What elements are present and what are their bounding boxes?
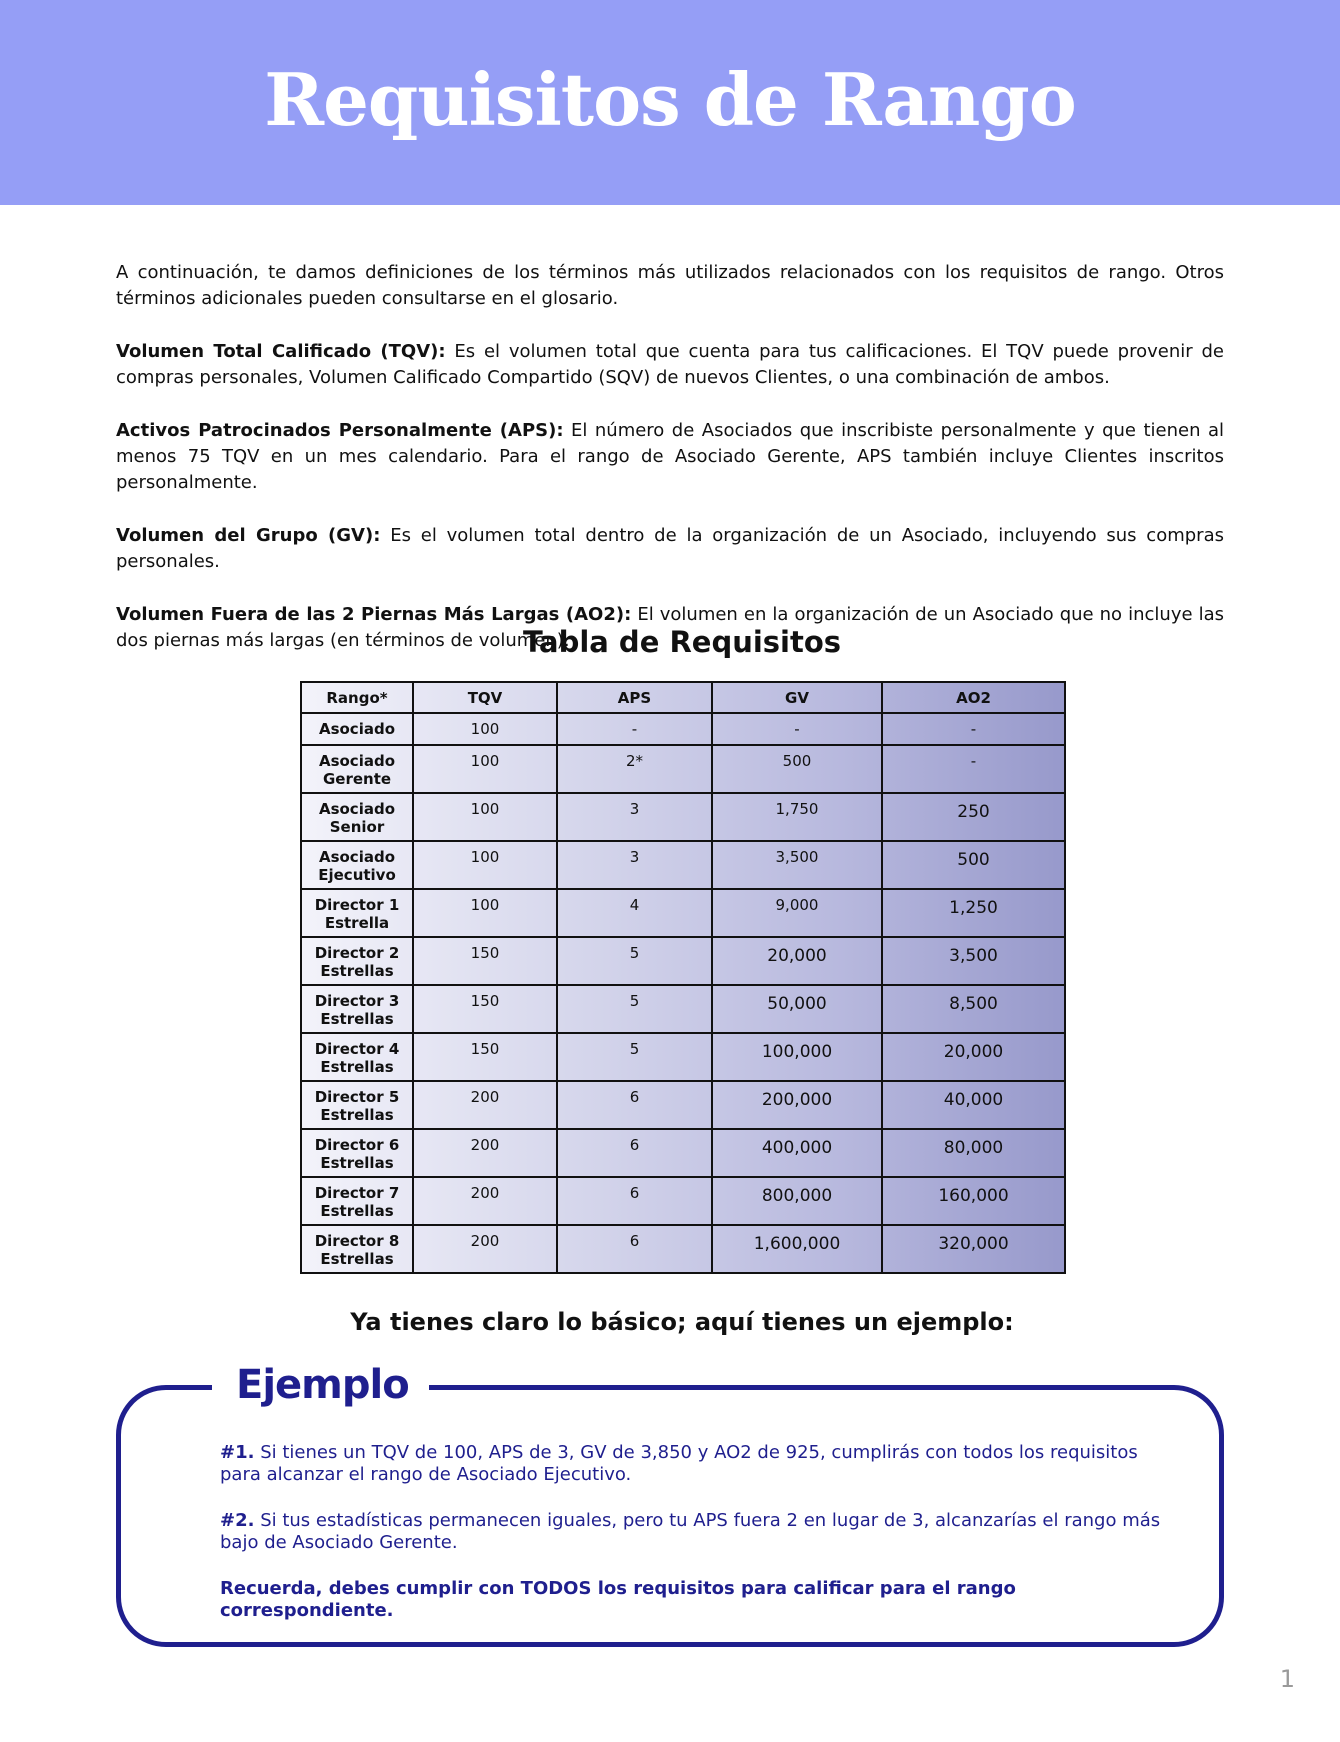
tqv-cell: 150: [413, 1033, 557, 1081]
header-banner: [0, 0, 1340, 205]
rank-cell: Director 6 Estrellas: [301, 1129, 413, 1177]
tqv-cell: 150: [413, 937, 557, 985]
gv-cell: 100,000: [712, 1033, 882, 1081]
column-header: TQV: [413, 682, 557, 713]
ao2-cell: -: [882, 713, 1065, 745]
definition-term: Volumen Fuera de las 2 Piernas Más Largas (AO2):: [116, 604, 632, 625]
tqv-cell: 100: [413, 745, 557, 793]
gv-cell: 500: [712, 745, 882, 793]
example-note: [220, 1578, 1170, 1622]
ao2-cell: -: [882, 745, 1065, 793]
definition-term: Volumen del Grupo (GV):: [116, 525, 381, 546]
example-item-number: #2.: [220, 1510, 255, 1531]
tqv-cell: 200: [413, 1225, 557, 1273]
rank-cell: Asociado Senior: [301, 793, 413, 841]
gv-cell: 1,600,000: [712, 1225, 882, 1273]
table-row: [301, 745, 1065, 793]
column-header: APS: [557, 682, 712, 713]
intro-paragraph: A continuación, te damos definiciones de los términos más utilizados relacionados con los requisitos de rango. Otros términos adicionales pueden consultarse en el glosario.: [116, 262, 1224, 309]
gv-cell: 9,000: [712, 889, 882, 937]
definition-tqv: [116, 339, 1224, 391]
gv-cell: 400,000: [712, 1129, 882, 1177]
aps-cell: 6: [557, 1129, 712, 1177]
gv-cell: 800,000: [712, 1177, 882, 1225]
aps-cell: 2*: [557, 745, 712, 793]
page-number: 1: [1279, 1665, 1295, 1693]
tqv-cell: 100: [413, 841, 557, 889]
aps-cell: -: [557, 713, 712, 745]
aps-cell: 3: [557, 793, 712, 841]
table-row: [301, 985, 1065, 1033]
definition-term: Volumen Total Calificado (TQV):: [116, 341, 446, 362]
example-item-text: Si tus estadísticas permanecen iguales, pero tu APS fuera 2 en lugar de 3, alcanzarías el rango más bajo de Asociado Gerente.: [220, 1510, 1161, 1553]
rank-cell: Director 7 Estrellas: [301, 1177, 413, 1225]
ao2-cell: 1,250: [882, 889, 1065, 937]
table-row: [301, 1033, 1065, 1081]
definition-term: Activos Patrocinados Personalmente (APS):: [116, 420, 564, 441]
aps-cell: 4: [557, 889, 712, 937]
rank-cell: Asociado Ejecutivo: [301, 841, 413, 889]
example-note-text: Recuerda, debes cumplir con TODOS los requisitos para calificar para el rango correspondiente.: [220, 1578, 1016, 1621]
gv-cell: 3,500: [712, 841, 882, 889]
rank-cell: Director 2 Estrellas: [301, 937, 413, 985]
table-row: [301, 713, 1065, 745]
definition-aps: [116, 418, 1224, 496]
tqv-cell: 200: [413, 1177, 557, 1225]
ao2-cell: 20,000: [882, 1033, 1065, 1081]
gv-cell: 1,750: [712, 793, 882, 841]
ao2-cell: 320,000: [882, 1225, 1065, 1273]
aps-cell: 5: [557, 937, 712, 985]
rank-cell: Director 5 Estrellas: [301, 1081, 413, 1129]
definition-text: El volumen en la organización de un Asociado que no incluye las dos piernas más largas (en términos de volumen).: [116, 604, 1224, 651]
example-lead: Ya tienes claro lo básico; aquí tienes un ejemplo:: [350, 1308, 1014, 1336]
tqv-cell: 100: [413, 713, 557, 745]
ao2-cell: 160,000: [882, 1177, 1065, 1225]
gv-cell: 200,000: [712, 1081, 882, 1129]
ao2-cell: 500: [882, 841, 1065, 889]
example-item: [220, 1510, 1170, 1554]
page-title: Requisitos de Rango: [264, 57, 1076, 142]
ao2-cell: 3,500: [882, 937, 1065, 985]
tqv-cell: 100: [413, 793, 557, 841]
definition-text: Es el volumen total que cuenta para tus calificaciones. El TQV puede provenir de compras personales, Volumen Calificado Compartido (SQV) de nuevos Clientes, o una combinación de ambos.: [116, 341, 1224, 388]
column-header: GV: [712, 682, 882, 713]
example-title: Ejemplo: [212, 1358, 429, 1412]
definition-gv: [116, 523, 1224, 575]
rank-cell: Asociado: [301, 713, 413, 745]
aps-cell: 6: [557, 1225, 712, 1273]
gv-cell: -: [712, 713, 882, 745]
table-row: [301, 793, 1065, 841]
example-item-number: #1.: [220, 1442, 255, 1463]
tqv-cell: 100: [413, 889, 557, 937]
table-row: [301, 1225, 1065, 1273]
rank-cell: Director 3 Estrellas: [301, 985, 413, 1033]
rank-cell: Director 1 Estrella: [301, 889, 413, 937]
aps-cell: 6: [557, 1177, 712, 1225]
table-row: [301, 841, 1065, 889]
rank-cell: Director 4 Estrellas: [301, 1033, 413, 1081]
definition-text: El número de Asociados que inscribiste personalmente y que tienen al menos 75 TQV en un mes calendario. Para el rango de Asociado Gerente, APS también incluye Clientes inscritos personalmente.: [116, 420, 1224, 493]
ao2-cell: 250: [882, 793, 1065, 841]
table-row: [301, 937, 1065, 985]
tqv-cell: 200: [413, 1129, 557, 1177]
rank-cell: Director 8 Estrellas: [301, 1225, 413, 1273]
ao2-cell: 40,000: [882, 1081, 1065, 1129]
ao2-cell: 80,000: [882, 1129, 1065, 1177]
column-header: AO2: [882, 682, 1065, 713]
gv-cell: 50,000: [712, 985, 882, 1033]
tqv-cell: 150: [413, 985, 557, 1033]
rank-cell: Asociado Gerente: [301, 745, 413, 793]
table-row: [301, 1129, 1065, 1177]
table-row: [301, 1177, 1065, 1225]
requirements-table: [300, 681, 1066, 1274]
table-row: [301, 889, 1065, 937]
aps-cell: 6: [557, 1081, 712, 1129]
gv-cell: 20,000: [712, 937, 882, 985]
aps-cell: 3: [557, 841, 712, 889]
intro-section: [116, 260, 1224, 681]
aps-cell: 5: [557, 1033, 712, 1081]
table-header-row: [301, 682, 1065, 713]
table-row: [301, 1081, 1065, 1129]
aps-cell: 5: [557, 985, 712, 1033]
table-title: Tabla de Requisitos: [522, 625, 842, 659]
example-item: [220, 1442, 1170, 1486]
definition-text: Es el volumen total dentro de la organización de un Asociado, incluyendo sus compras personales.: [116, 525, 1224, 572]
column-header: Rango*: [301, 682, 413, 713]
example-body: [220, 1442, 1170, 1646]
ao2-cell: 8,500: [882, 985, 1065, 1033]
example-item-text: Si tienes un TQV de 100, APS de 3, GV de 3,850 y AO2 de 925, cumplirás con todos los requisitos para alcanzar el rango de Asociado Ejecutivo.: [220, 1442, 1138, 1485]
tqv-cell: 200: [413, 1081, 557, 1129]
